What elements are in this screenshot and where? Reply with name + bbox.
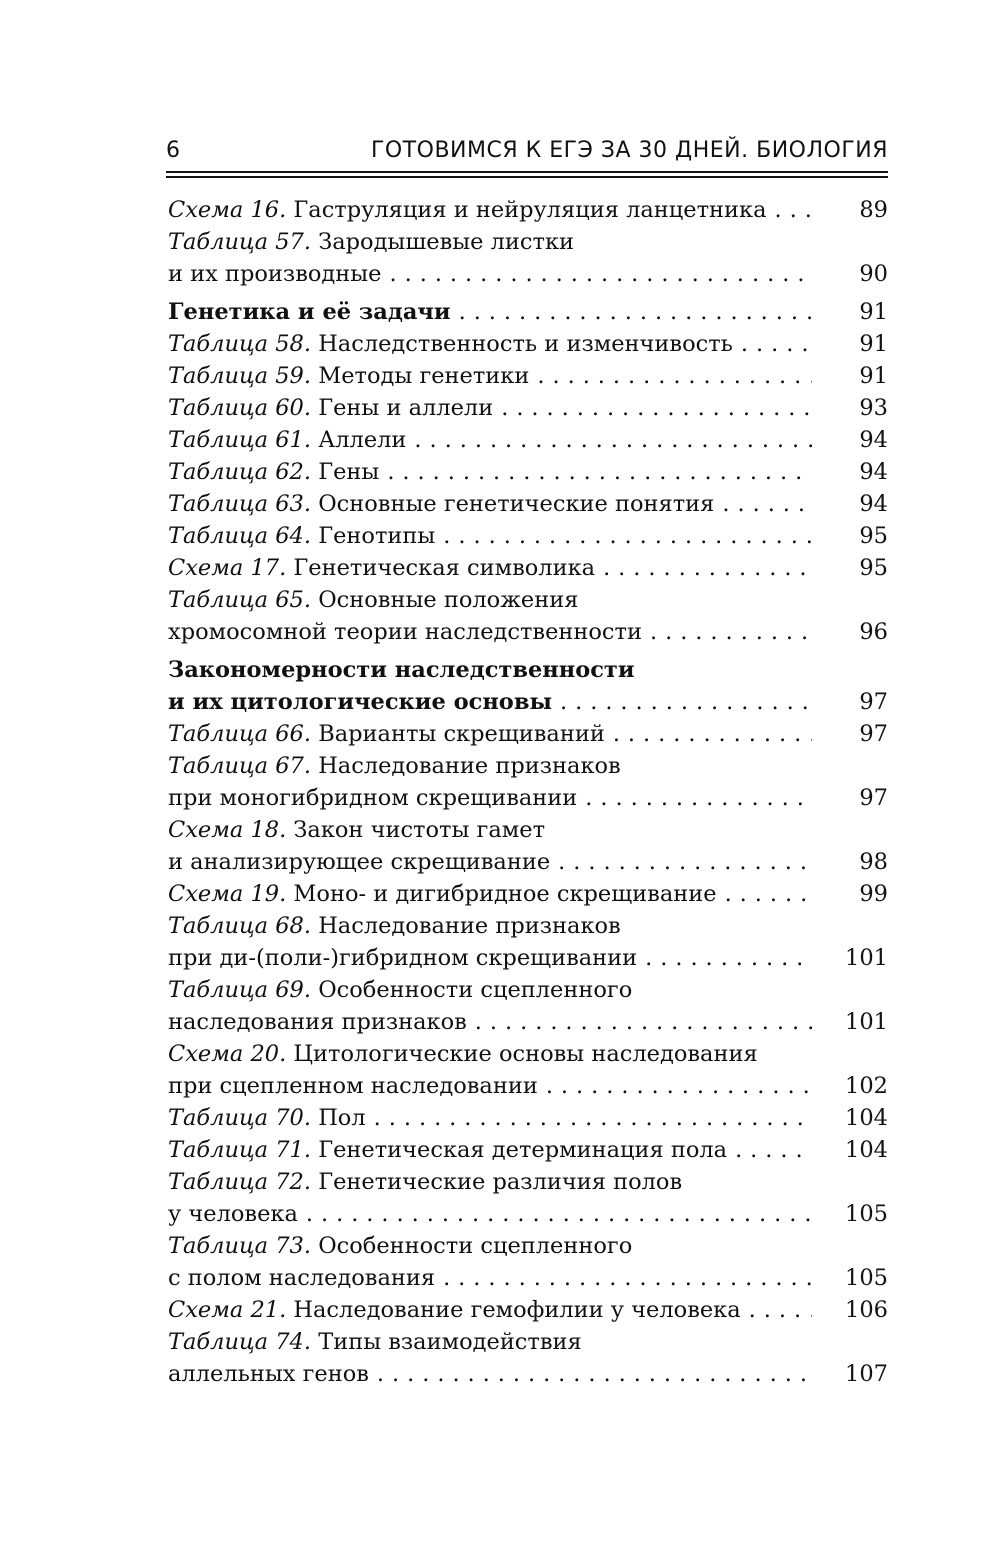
toc-entry-label: Таблица 59. — [168, 363, 312, 389]
toc-entry-label: Таблица 64. — [168, 523, 312, 549]
toc-entry-title: Наследственность и изменчивость — [318, 331, 733, 357]
toc-page-number: 99 — [812, 878, 888, 910]
toc-entry-title: хромосомной теории наследственности — [168, 619, 642, 645]
toc-page-number: 91 — [812, 328, 888, 360]
toc-entry-title: Гаструляция и нейруляция ланцетника — [293, 197, 767, 223]
toc-entry-title: Наследование гемофилии у человека — [293, 1297, 741, 1323]
toc-line — [168, 1102, 888, 1134]
toc-entry — [168, 1038, 888, 1102]
toc-entry-label: Таблица 68. — [168, 913, 312, 939]
toc-section — [168, 654, 888, 718]
toc-entry-title: Основные положения — [318, 587, 579, 613]
toc-entry — [168, 392, 888, 424]
toc-entry-title: Наследование признаков — [318, 753, 621, 779]
toc-entry-title: при ди-(поли-)гибридном скрещивании — [168, 945, 638, 971]
toc-entry-label: Таблица 60. — [168, 395, 312, 421]
toc-entry-title: при моногибридном скрещивании — [168, 785, 578, 811]
toc-page-number: 102 — [812, 1070, 888, 1102]
toc-line — [168, 1166, 888, 1198]
toc-entry-label: Схема 16. — [168, 197, 287, 223]
toc-entry-title: Особенности сцепленного — [318, 1233, 633, 1259]
toc-line — [168, 456, 888, 488]
toc-page-number: 106 — [812, 1294, 888, 1326]
table-of-contents — [168, 194, 888, 1390]
toc-entry-title: и их цитологические основы — [168, 689, 553, 715]
toc-entry-label: Таблица 61. — [168, 427, 312, 453]
toc-entry — [168, 456, 888, 488]
toc-line — [168, 1038, 888, 1070]
toc-entry-label: Таблица 62. — [168, 459, 312, 485]
toc-page-number: 94 — [812, 424, 888, 456]
toc-entry-title: Цитологические основы наследования — [293, 1041, 758, 1067]
toc-entry — [168, 488, 888, 520]
toc-line — [168, 226, 888, 258]
toc-entry-title: Типы взаимодействия — [318, 1329, 582, 1355]
toc-entry-label: Схема 20. — [168, 1041, 287, 1067]
toc-entry-title: Закон чистоты гамет — [293, 817, 546, 843]
toc-line — [168, 584, 888, 616]
toc-line — [168, 686, 888, 718]
toc-line — [168, 1006, 888, 1038]
toc-page-number: 105 — [812, 1198, 888, 1230]
toc-entry — [168, 360, 888, 392]
toc-entry-title: Генетика и её задачи — [168, 299, 451, 325]
toc-line — [168, 782, 888, 814]
toc-entry-title: Гены — [318, 459, 380, 485]
toc-entry — [168, 1326, 888, 1390]
toc-entry-title: Зародышевые листки — [318, 229, 575, 255]
toc-line — [168, 552, 888, 584]
toc-page-number: 107 — [812, 1358, 888, 1390]
header-rule-bottom — [166, 176, 888, 178]
toc-page-number: 91 — [812, 296, 888, 328]
toc-entry-label: Таблица 70. — [168, 1105, 312, 1131]
toc-line — [168, 1198, 888, 1230]
toc-page-number: 97 — [812, 718, 888, 750]
toc-page-number: 89 — [812, 194, 888, 226]
toc-entry — [168, 750, 888, 814]
toc-page-number: 101 — [812, 942, 888, 974]
toc-entry-label: Схема 19. — [168, 881, 287, 907]
toc-entry-title: Гены и аллели — [318, 395, 494, 421]
toc-line — [168, 296, 888, 328]
toc-entry — [168, 1134, 888, 1166]
toc-entry-title: Варианты скрещиваний — [318, 721, 605, 747]
toc-line — [168, 1070, 888, 1102]
toc-entry-label: Таблица 65. — [168, 587, 312, 613]
toc-line — [168, 520, 888, 552]
toc-entry-title: Особенности сцепленного — [318, 977, 633, 1003]
toc-entry — [168, 226, 888, 290]
toc-entry-title: Пол — [318, 1105, 366, 1131]
toc-page-number: 95 — [812, 520, 888, 552]
toc-entry-title: Методы генетики — [318, 363, 530, 389]
toc-entry-title: и анализирующее скрещивание — [168, 849, 551, 875]
toc-entry-title: Основные генетические понятия — [318, 491, 715, 517]
toc-entry-title: Генетическая детерминация пола — [318, 1137, 728, 1163]
toc-entry — [168, 718, 888, 750]
toc-entry-label: Таблица 57. — [168, 229, 312, 255]
toc-entry — [168, 520, 888, 552]
toc-line — [168, 910, 888, 942]
toc-line — [168, 1326, 888, 1358]
toc-entry-label: Таблица 72. — [168, 1169, 312, 1195]
toc-line — [168, 328, 888, 360]
toc-section — [168, 296, 888, 328]
toc-line — [168, 616, 888, 648]
toc-page-number: 91 — [812, 360, 888, 392]
toc-line — [168, 1134, 888, 1166]
toc-entry — [168, 814, 888, 878]
toc-entry — [168, 194, 888, 226]
toc-entry-title: аллельных генов — [168, 1361, 369, 1387]
toc-entry — [168, 1294, 888, 1326]
toc-entry-title: Генетические различия полов — [318, 1169, 683, 1195]
toc-entry-title: и их производные — [168, 261, 382, 287]
page-number: 6 — [166, 138, 180, 163]
toc-entry — [168, 1230, 888, 1294]
toc-entry — [168, 878, 888, 910]
toc-line — [168, 1262, 888, 1294]
toc-entry — [168, 1102, 888, 1134]
toc-entry-label: Схема 21. — [168, 1297, 287, 1323]
toc-entry — [168, 328, 888, 360]
toc-page-number: 94 — [812, 456, 888, 488]
toc-line — [168, 360, 888, 392]
toc-entry — [168, 584, 888, 648]
toc-entry-label: Таблица 66. — [168, 721, 312, 747]
toc-line — [168, 654, 888, 686]
toc-entry — [168, 1166, 888, 1230]
toc-entry-label: Схема 18. — [168, 817, 287, 843]
toc-page-number: 104 — [812, 1134, 888, 1166]
toc-entry-label: Таблица 69. — [168, 977, 312, 1003]
toc-page-number: 96 — [812, 616, 888, 648]
toc-line — [168, 942, 888, 974]
toc-line — [168, 424, 888, 456]
toc-page-number: 105 — [812, 1262, 888, 1294]
toc-line — [168, 1230, 888, 1262]
toc-entry-title: Генетическая символика — [293, 555, 596, 581]
toc-line — [168, 258, 888, 290]
toc-entry-title: Моно- и дигибридное скрещивание — [293, 881, 717, 907]
toc-line — [168, 392, 888, 424]
running-header — [166, 138, 888, 170]
header-rule-top — [166, 171, 888, 173]
toc-entry-title: при сцепленном наследовании — [168, 1073, 538, 1099]
toc-entry-title: Аллели — [318, 427, 407, 453]
toc-entry-title: Генотипы — [318, 523, 436, 549]
toc-entry-label: Таблица 67. — [168, 753, 312, 779]
toc-entry-label: Таблица 63. — [168, 491, 312, 517]
toc-entry-label: Схема 17. — [168, 555, 287, 581]
toc-entry-title: Наследование признаков — [318, 913, 621, 939]
toc-line — [168, 718, 888, 750]
toc-page-number: 94 — [812, 488, 888, 520]
toc-line — [168, 878, 888, 910]
toc-entry-title: Закономерности наследственности — [168, 657, 635, 683]
toc-line — [168, 974, 888, 1006]
toc-entry — [168, 910, 888, 974]
toc-line — [168, 194, 888, 226]
toc-page-number: 93 — [812, 392, 888, 424]
toc-page-number: 101 — [812, 1006, 888, 1038]
toc-line — [168, 750, 888, 782]
toc-line — [168, 488, 888, 520]
book-title: ГОТОВИМСЯ К ЕГЭ ЗА 30 ДНЕЙ. БИОЛОГИЯ — [370, 138, 888, 163]
toc-page-number: 97 — [812, 686, 888, 718]
toc-page-number: 90 — [812, 258, 888, 290]
toc-line — [168, 1358, 888, 1390]
toc-line — [168, 1294, 888, 1326]
toc-entry-title: с полом наследования — [168, 1265, 436, 1291]
toc-entry-title: у человека — [168, 1201, 298, 1227]
toc-entry — [168, 974, 888, 1038]
toc-entry — [168, 424, 888, 456]
toc-page-number: 98 — [812, 846, 888, 878]
toc-entry-label: Таблица 74. — [168, 1329, 312, 1355]
toc-page-number: 104 — [812, 1102, 888, 1134]
toc-page-number: 97 — [812, 782, 888, 814]
toc-page-number: 95 — [812, 552, 888, 584]
toc-entry-label: Таблица 71. — [168, 1137, 312, 1163]
toc-entry — [168, 552, 888, 584]
toc-line — [168, 814, 888, 846]
toc-entry-title: наследования признаков — [168, 1009, 467, 1035]
toc-entry-label: Таблица 73. — [168, 1233, 312, 1259]
toc-entry-label: Таблица 58. — [168, 331, 312, 357]
toc-line — [168, 846, 888, 878]
